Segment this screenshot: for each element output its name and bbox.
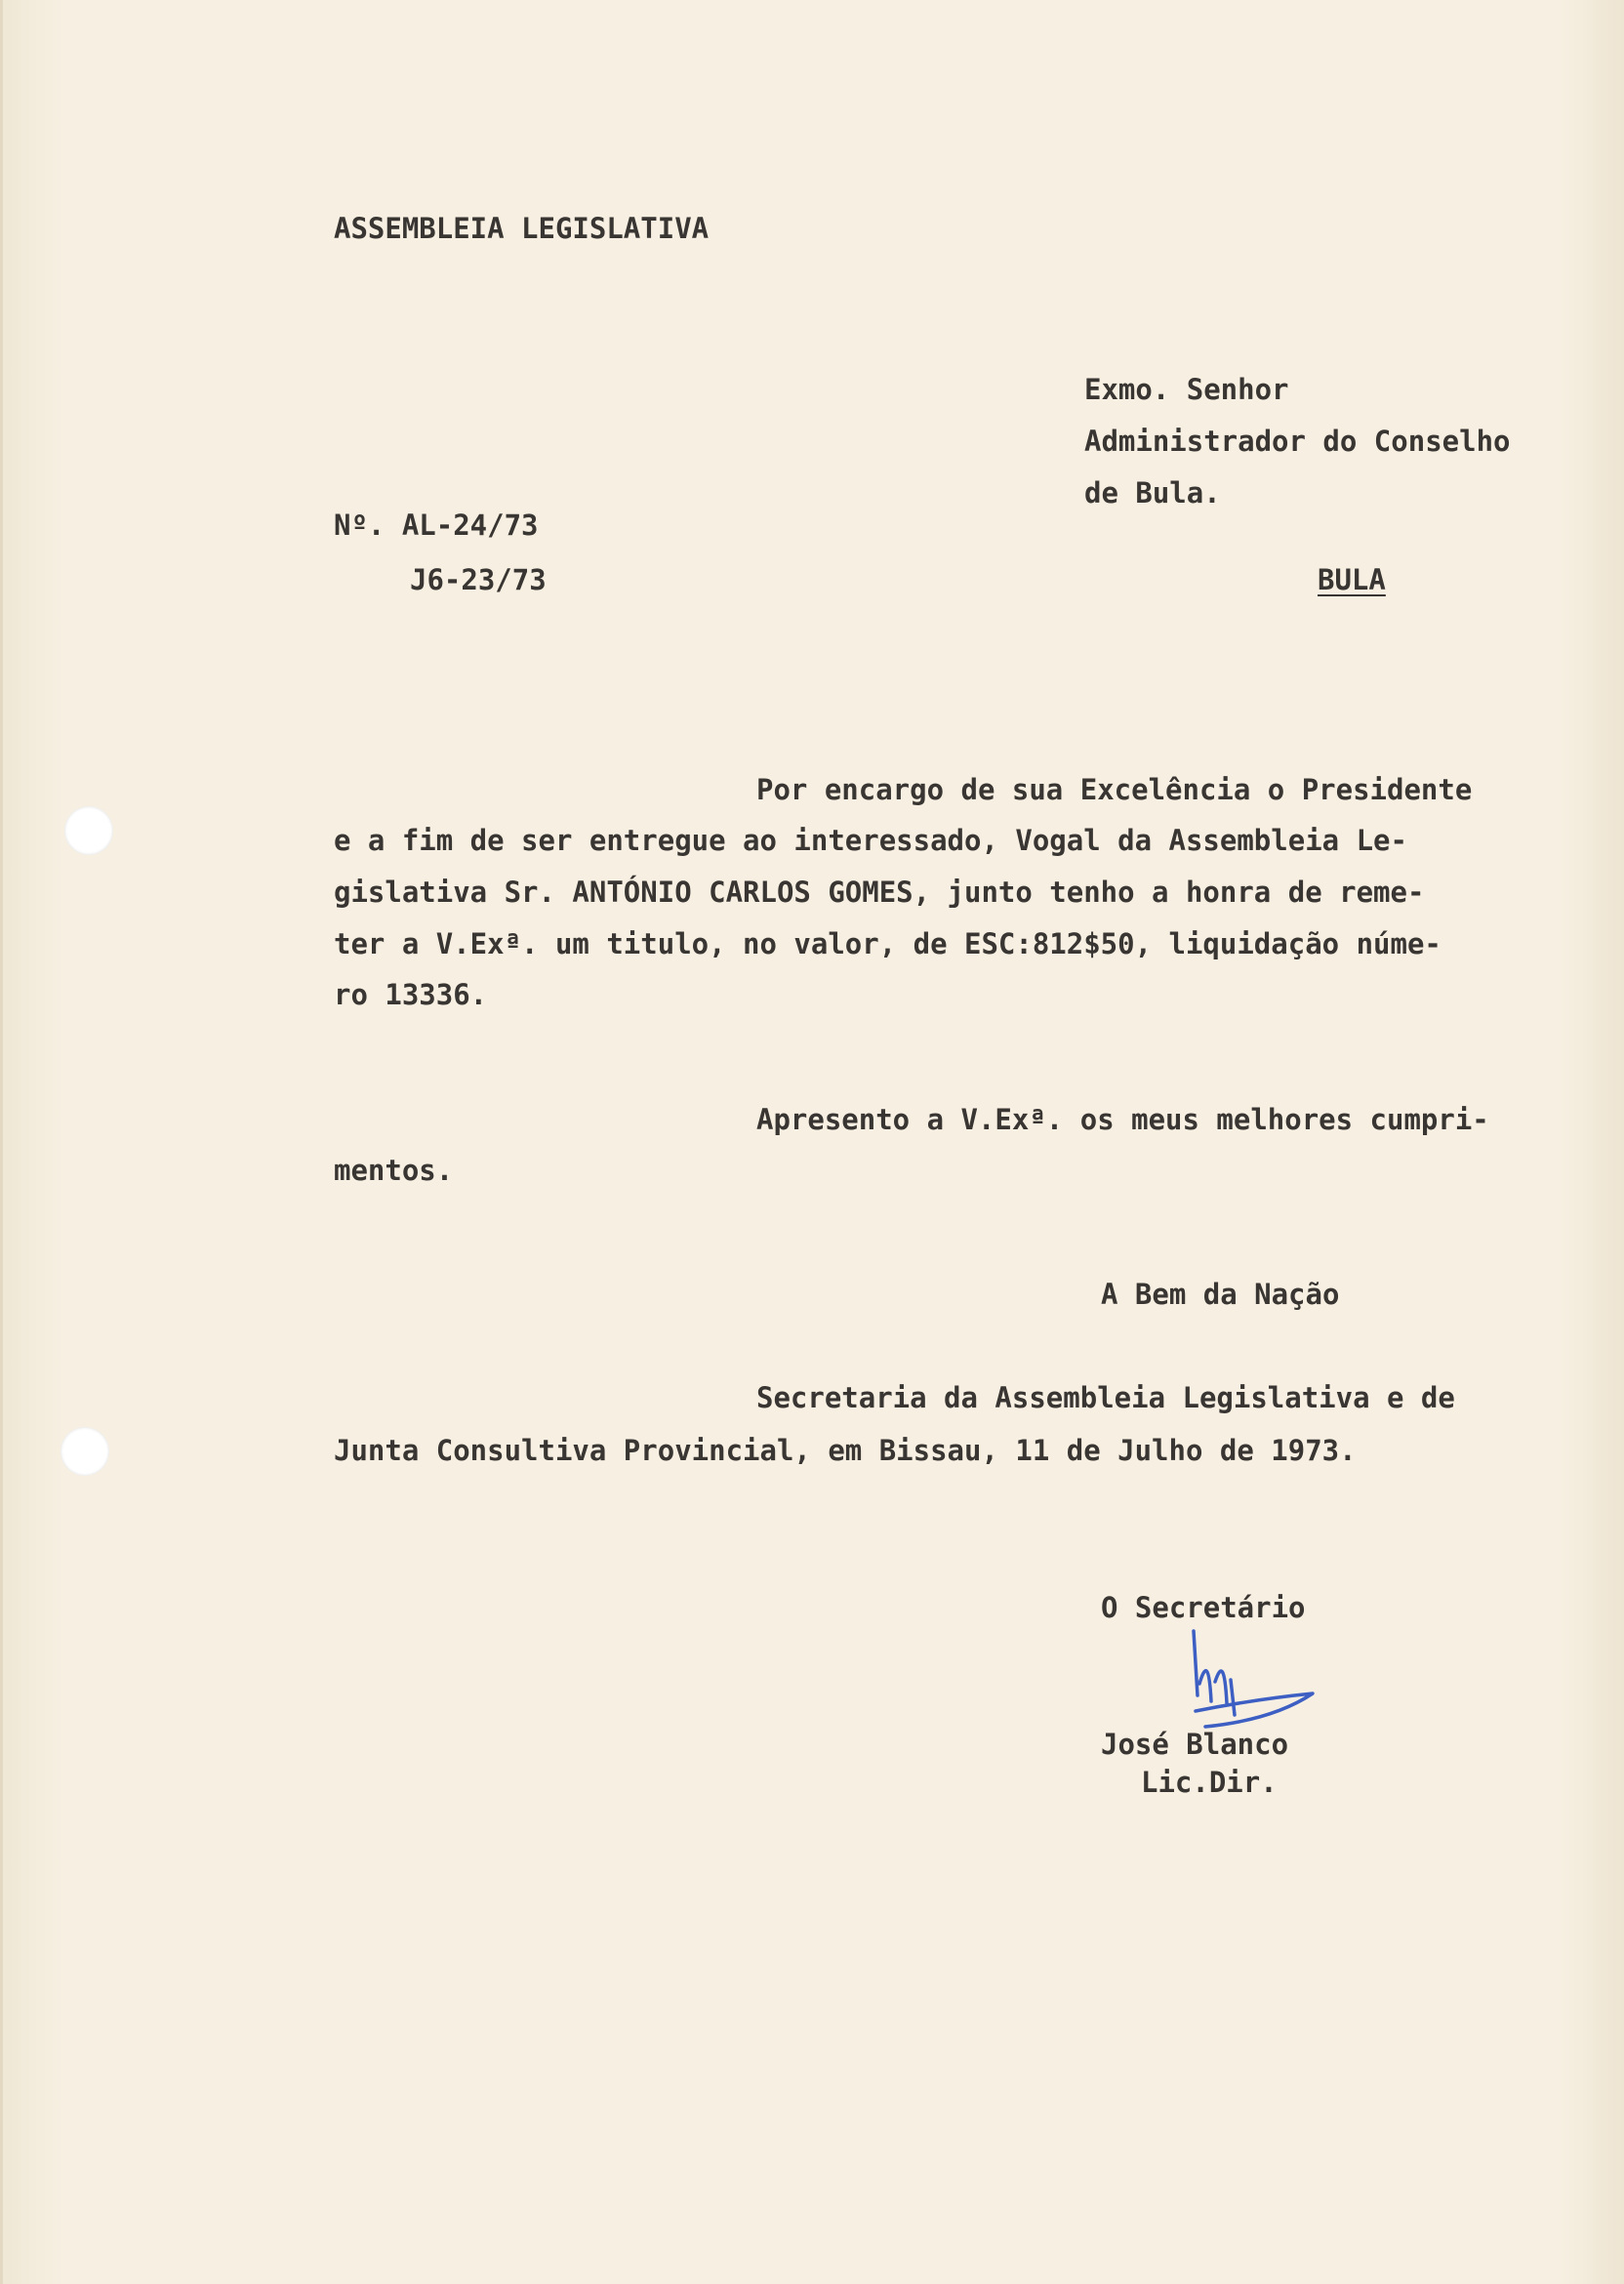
closing-salutation: A Bem da Nação	[1101, 1278, 1340, 1311]
body-paragraph-1-line-5: ro 13336.	[334, 978, 488, 1011]
body-paragraph-2-line-2: mentos.	[334, 1154, 454, 1187]
body-paragraph-2-line-1: Apresento a V.Exª. os meus melhores cumpri-	[756, 1103, 1489, 1136]
body-paragraph-1-line-1: Por encargo de sua Excelência o Presidente	[756, 773, 1473, 806]
recipient-location: de Bula.	[1084, 476, 1221, 510]
page-edge	[0, 0, 3, 2284]
place-date-line-2: Junta Consultiva Provincial, em Bissau, 11 de Julho de 1973.	[334, 1434, 1357, 1467]
signatory-name: José Blanco	[1101, 1728, 1289, 1761]
body-paragraph-1-line-2: e a fim de ser entregue ao interessado, Vogal da Assembleia Le-	[334, 824, 1407, 857]
signatory-credential: Lic.Dir.	[1141, 1766, 1278, 1799]
reference-code: J6-23/73	[410, 563, 547, 596]
punch-hole-bottom	[61, 1427, 109, 1476]
recipient-title: Administrador do Conselho	[1084, 425, 1511, 458]
reference-number: Nº. AL-24/73	[334, 509, 539, 542]
recipient-place: BULA	[1318, 563, 1386, 596]
institution-heading: ASSEMBLEIA LEGISLATIVA	[334, 212, 710, 245]
body-paragraph-1-line-3: gislativa Sr. ANTÓNIO CARLOS GOMES, junto tenho a honra de reme-	[334, 876, 1425, 909]
signatory-title: O Secretário	[1101, 1591, 1306, 1624]
punch-hole-top	[64, 806, 113, 855]
recipient-salutation: Exmo. Senhor	[1084, 373, 1289, 406]
place-date-line-1: Secretaria da Assembleia Legislativa e de	[756, 1381, 1455, 1414]
body-paragraph-1-line-4: ter a V.Exª. um titulo, no valor, de ESC:812$50, liquidação núme-	[334, 927, 1441, 960]
